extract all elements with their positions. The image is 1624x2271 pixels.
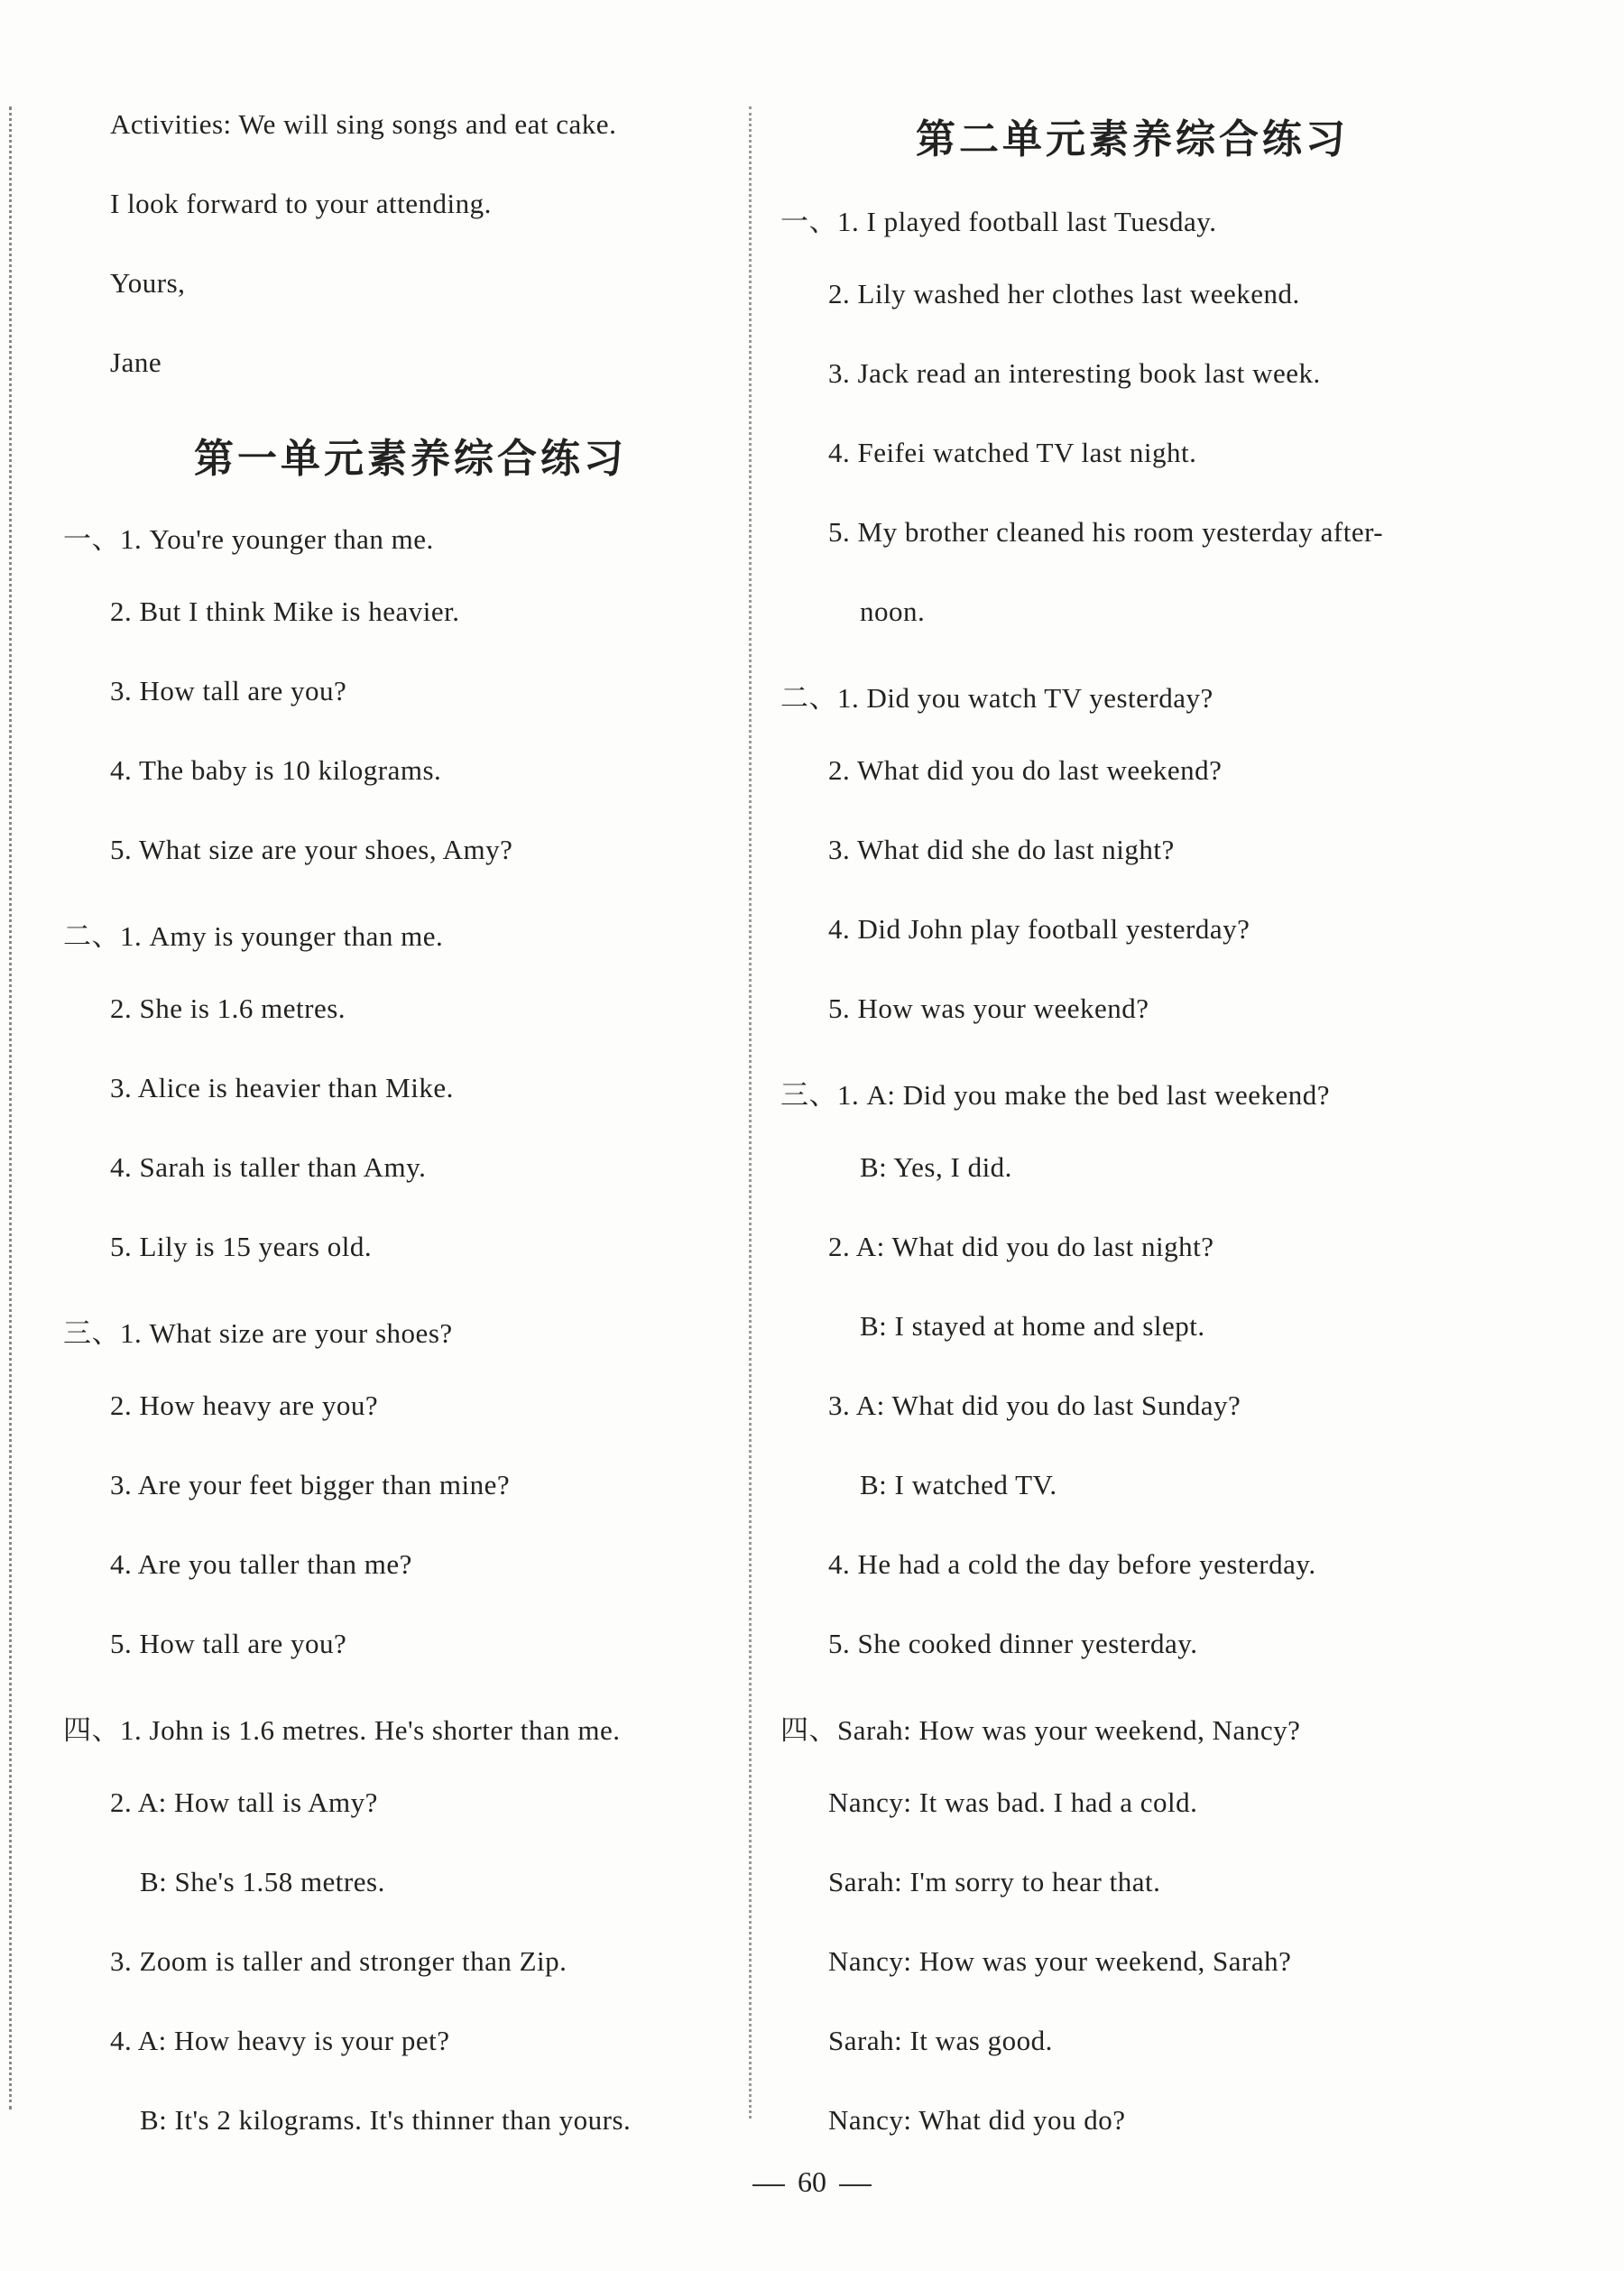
page-number xyxy=(0,2165,1624,2199)
answer-line: 4. A: How heavy is your pet? xyxy=(110,2025,450,2056)
answer-line: 三、1. A: Did you make the bed last weekend? xyxy=(780,1079,1330,1111)
answer-line: 5. What size are your shoes, Amy? xyxy=(110,834,513,865)
answer-line: 4. Feifei watched TV last night. xyxy=(828,437,1197,468)
answer-line: B: It's 2 kilograms. It's thinner than yours. xyxy=(140,2104,632,2136)
answer-line: 5. My brother cleaned his room yesterday after- xyxy=(828,516,1384,548)
answer-line: 3. A: What did you do last Sunday? xyxy=(828,1389,1241,1421)
answer-line: 5. She cooked dinner yesterday. xyxy=(828,1628,1198,1659)
answer-line: 四、Sarah: How was your weekend, Nancy? xyxy=(780,1714,1301,1746)
answer-line: 4. Did John play football yesterday? xyxy=(828,913,1250,945)
answer-line: Nancy: How was your weekend, Sarah? xyxy=(828,1945,1292,1977)
letter-line: Activities: We will sing songs and eat cake. xyxy=(110,108,617,140)
letter-line: I look forward to your attending. xyxy=(110,188,492,219)
answer-line: B: She's 1.58 metres. xyxy=(140,1866,385,1897)
answer-line: 5. How was your weekend? xyxy=(828,992,1149,1024)
answer-line: 3. Zoom is taller and stronger than Zip. xyxy=(110,1945,567,1977)
answer-line: B: I stayed at home and slept. xyxy=(860,1310,1205,1342)
answer-line: 2. But I think Mike is heavier. xyxy=(110,595,460,627)
letter-signature: Jane xyxy=(110,346,162,378)
answer-line: 3. What did she do last night? xyxy=(828,834,1175,865)
page-number-right-dash xyxy=(839,2184,872,2186)
unit-1-heading: 第一单元素养综合练习 xyxy=(194,436,627,482)
answer-line: 2. She is 1.6 metres. xyxy=(110,992,346,1024)
left-margin-dotted-rule xyxy=(9,106,12,2109)
answer-line: 3. Jack read an interesting book last week. xyxy=(828,357,1321,389)
answer-line: 2. What did you do last weekend? xyxy=(828,754,1223,786)
answer-line: 5. How tall are you? xyxy=(110,1628,347,1659)
answer-line: 一、1. You're younger than me. xyxy=(63,523,434,555)
answer-line: 4. He had a cold the day before yesterday. xyxy=(828,1548,1316,1580)
answer-line: 2. How heavy are you? xyxy=(110,1389,379,1421)
answer-line: 4. The baby is 10 kilograms. xyxy=(110,754,442,786)
column-divider-dotted-rule xyxy=(749,106,752,2119)
answer-line: Sarah: I'm sorry to hear that. xyxy=(828,1866,1161,1897)
answer-line: 一、1. I played football last Tuesday. xyxy=(780,206,1217,237)
answer-line: B: I watched TV. xyxy=(860,1469,1057,1500)
unit-2-heading: 第二单元素养综合练习 xyxy=(916,116,1349,162)
answer-line: B: Yes, I did. xyxy=(860,1151,1012,1183)
answer-line: 2. Lily washed her clothes last weekend. xyxy=(828,278,1300,309)
answer-line: 2. A: What did you do last night? xyxy=(828,1231,1214,1262)
answer-line: 三、1. What size are your shoes? xyxy=(63,1317,453,1349)
page-number-left-dash xyxy=(752,2184,785,2186)
answer-line: 二、1. Did you watch TV yesterday? xyxy=(780,682,1213,714)
answer-line: Nancy: What did you do? xyxy=(828,2104,1126,2136)
answer-line: 5. Lily is 15 years old. xyxy=(110,1231,373,1262)
answer-line: 4. Sarah is taller than Amy. xyxy=(110,1151,427,1183)
letter-line: Yours, xyxy=(110,267,186,299)
answer-line: 3. Are your feet bigger than mine? xyxy=(110,1469,511,1500)
answer-line: Nancy: It was bad. I had a cold. xyxy=(828,1786,1198,1818)
answer-line: 四、1. John is 1.6 metres. He's shorter than me. xyxy=(63,1714,621,1746)
answer-line: 二、1. Amy is younger than me. xyxy=(63,920,444,952)
answer-line: 4. Are you taller than me? xyxy=(110,1548,412,1580)
answer-line: 3. Alice is heavier than Mike. xyxy=(110,1072,454,1103)
answer-line: 3. How tall are you? xyxy=(110,675,347,706)
answer-line: noon. xyxy=(860,595,926,627)
answer-line: Sarah: It was good. xyxy=(828,2025,1053,2056)
page-number-text: 60 xyxy=(798,2165,826,2198)
answer-line: 2. A: How tall is Amy? xyxy=(110,1786,378,1818)
